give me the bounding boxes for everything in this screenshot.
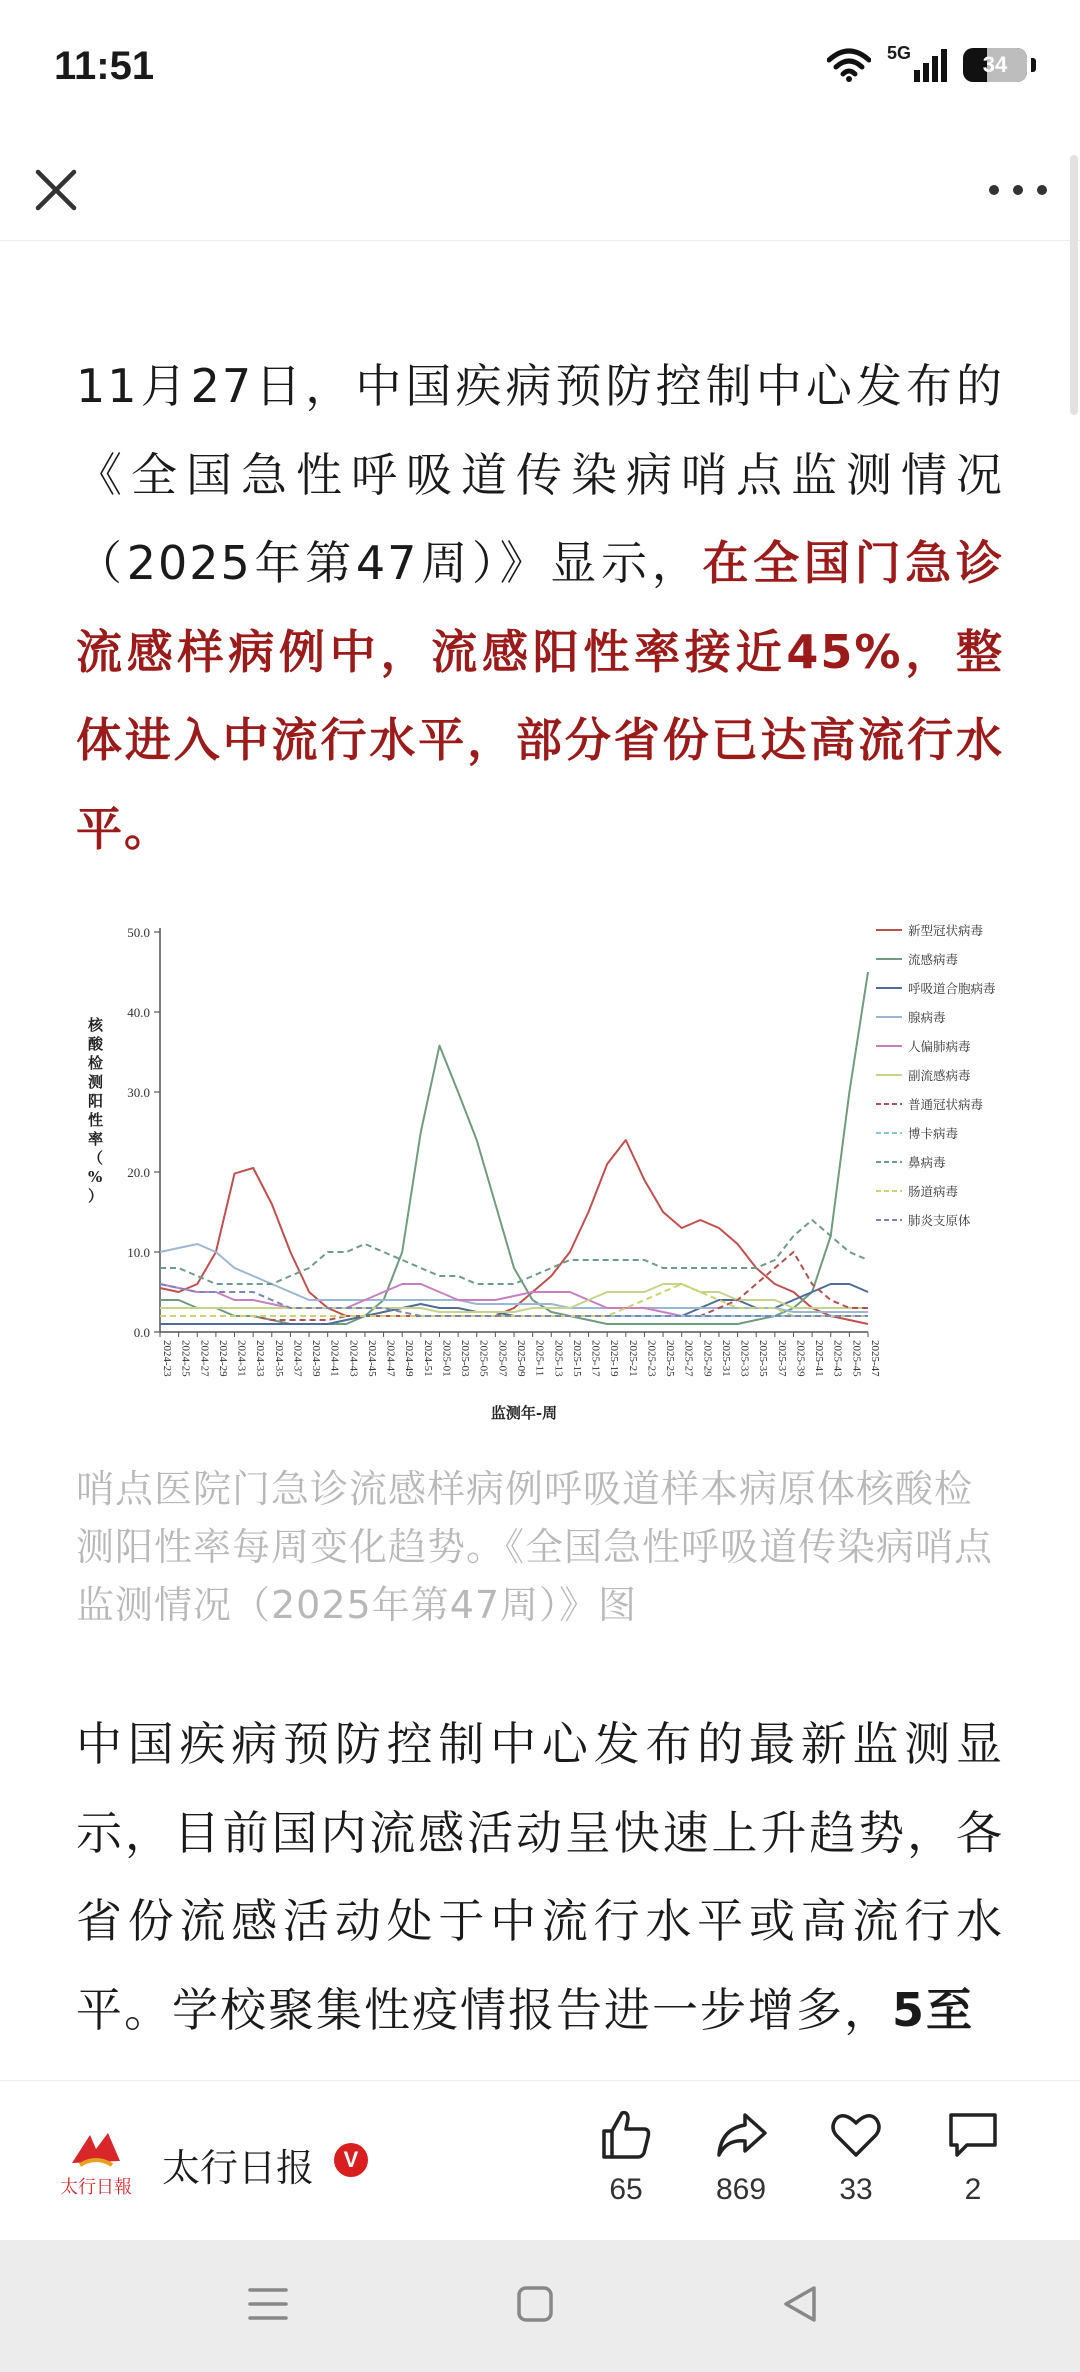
x-tick-label: 2025-23 (645, 1340, 658, 1377)
system-navigation-bar (0, 2240, 1080, 2372)
x-tick-label: 2024-37 (291, 1340, 304, 1377)
heart-icon (828, 2107, 884, 2163)
back-icon[interactable] (778, 2282, 822, 2326)
menu-icon[interactable] (246, 2282, 290, 2326)
article-paragraph-2 (76, 1700, 1004, 2054)
article-figure[interactable] (60, 900, 1020, 1440)
x-tick-label: 2025-41 (813, 1340, 826, 1377)
legend-label-9: 肠道病毒 (908, 1184, 959, 1199)
x-tick-label: 2024-31 (235, 1340, 248, 1377)
x-tick-label: 2024-43 (347, 1340, 360, 1377)
legend-label-8: 鼻病毒 (908, 1155, 946, 1170)
network-type: 5G (886, 42, 911, 63)
legend-label-4: 人偏肺病毒 (908, 1039, 971, 1054)
share-arrow-icon (713, 2107, 769, 2163)
positivity-rate-chart (60, 900, 1020, 1440)
series-line-8 (160, 1220, 868, 1284)
y-axis-label: 核酸检测阳性率（%） (88, 1016, 104, 1205)
battery-level: 34 (982, 52, 1008, 77)
x-tick-label: 2025-21 (626, 1340, 639, 1377)
legend-label-5: 副流感病毒 (908, 1068, 971, 1083)
comment-button[interactable] (923, 2107, 1023, 2227)
action-bar (0, 2080, 1080, 2241)
share-button[interactable] (691, 2107, 791, 2227)
x-tick-label: 2025-27 (682, 1340, 695, 1377)
legend-label-0: 新型冠状病毒 (908, 923, 984, 938)
figure-caption: 哨点医院门急诊流感样病例呼吸道样本病原体核酸检测阳性率每周变化趋势。《全国急性呼吸道传染病哨点监测情况（2025年第47周）》图 (76, 1467, 994, 1627)
favorite-count: 33 (839, 2173, 873, 2206)
x-axis-label: 监测年-周 (490, 1404, 558, 1422)
paragraph-2-text: 中国疾病预防控制中心发布的最新监测显示，目前国内流感活动呈快速上升趋势，各省份流感活动处于中流行水平或高流行水平。学校聚集性疫情报告进一步增多， (76, 1717, 1004, 2037)
x-tick-label: 2024-25 (179, 1340, 192, 1377)
x-tick-label: 2025-05 (477, 1340, 490, 1377)
y-tick-label: 10.0 (127, 1245, 150, 1260)
status-bar (0, 0, 1080, 140)
x-tick-label: 2024-23 (161, 1340, 173, 1377)
publisher-name[interactable]: 太行日报 (162, 2146, 315, 2190)
battery-tip (1031, 58, 1036, 72)
x-tick-label: 2025-01 (440, 1340, 453, 1377)
more-icon[interactable] (984, 162, 1052, 218)
close-icon[interactable] (28, 162, 84, 218)
x-tick-label: 2024-29 (216, 1340, 229, 1377)
home-icon[interactable] (513, 2282, 557, 2326)
y-tick-label: 0.0 (133, 1325, 150, 1340)
x-tick-label: 2024-47 (384, 1340, 397, 1377)
x-tick-label: 2024-27 (198, 1340, 211, 1377)
x-tick-label: 2025-13 (552, 1340, 565, 1377)
x-tick-label: 2024-51 (421, 1340, 434, 1377)
x-tick-label: 2025-09 (515, 1340, 527, 1377)
x-tick-label: 2025-11 (533, 1340, 546, 1377)
scrollbar-thumb[interactable] (1070, 155, 1078, 415)
top-nav (0, 140, 1080, 241)
thumbs-up-icon (598, 2107, 654, 2163)
comment-bubble-icon (945, 2107, 1001, 2163)
x-tick-label: 2025-07 (496, 1340, 509, 1377)
x-tick-label: 2025-03 (459, 1340, 472, 1377)
x-tick-label: 2025-35 (757, 1340, 770, 1377)
publisher-logo-text: 太行日報 (60, 2177, 132, 2198)
comment-count: 2 (964, 2173, 982, 2206)
x-tick-label: 2025-17 (589, 1340, 602, 1377)
y-tick-label: 20.0 (127, 1165, 150, 1180)
publisher-logo[interactable] (50, 2125, 142, 2217)
legend-label-2: 呼吸道合胞病毒 (908, 981, 996, 996)
paragraph-1-highlight: 在全国门急诊流感样病例中，流感阳性率接近45%，整体进入中流行水平，部分省份已达高流行水平。 (76, 536, 1004, 856)
article-paragraph-1 (76, 342, 1004, 873)
y-tick-label: 50.0 (127, 925, 150, 940)
x-tick-label: 2025-29 (701, 1340, 714, 1377)
x-tick-label: 2025-39 (794, 1340, 807, 1377)
x-tick-label: 2025-25 (664, 1340, 677, 1377)
series-line-6 (160, 1252, 868, 1320)
x-tick-label: 2025-43 (831, 1340, 844, 1377)
paragraph-1-text: 11月27日，中国疾病预防控制中心发布的《全国急性呼吸道传染病哨点监测情况（2025年第47周）》显示， (76, 359, 1004, 590)
legend-label-10: 肺炎支原体 (908, 1213, 971, 1228)
x-tick-label: 2025-33 (738, 1340, 751, 1377)
x-tick-label: 2024-49 (403, 1340, 416, 1377)
signal-icon (913, 48, 947, 82)
x-tick-label: 2025-19 (608, 1340, 621, 1377)
share-count: 869 (715, 2173, 767, 2206)
paragraph-2-bold: 5至 (892, 1982, 975, 2037)
status-icons (827, 42, 1036, 82)
x-tick-label: 2025-15 (570, 1340, 583, 1377)
x-tick-label: 2025-31 (719, 1340, 732, 1377)
favorite-button[interactable] (806, 2107, 906, 2227)
status-time: 11:51 (54, 44, 155, 88)
x-tick-label: 2025-47 (869, 1340, 881, 1377)
x-tick-label: 2024-35 (272, 1340, 285, 1377)
x-tick-label: 2025-45 (850, 1340, 863, 1377)
x-tick-label: 2024-45 (365, 1340, 378, 1377)
x-tick-label: 2024-41 (328, 1340, 341, 1377)
legend-label-7: 博卡病毒 (908, 1126, 959, 1141)
like-count: 65 (609, 2173, 643, 2206)
x-tick-label: 2024-39 (310, 1340, 323, 1377)
series-line-1 (160, 972, 868, 1324)
x-tick-label: 2024-33 (254, 1340, 267, 1377)
verified-badge-icon: V (334, 2143, 368, 2177)
x-tick-label: 2025-37 (775, 1340, 788, 1377)
y-tick-label: 40.0 (127, 1005, 150, 1020)
legend-label-6: 普通冠状病毒 (908, 1097, 984, 1112)
legend-label-3: 腺病毒 (908, 1010, 946, 1025)
legend-label-1: 流感病毒 (908, 952, 959, 967)
like-button[interactable] (576, 2107, 676, 2227)
wifi-icon (827, 48, 871, 82)
battery-icon (963, 48, 1027, 82)
y-tick-label: 30.0 (127, 1085, 150, 1100)
